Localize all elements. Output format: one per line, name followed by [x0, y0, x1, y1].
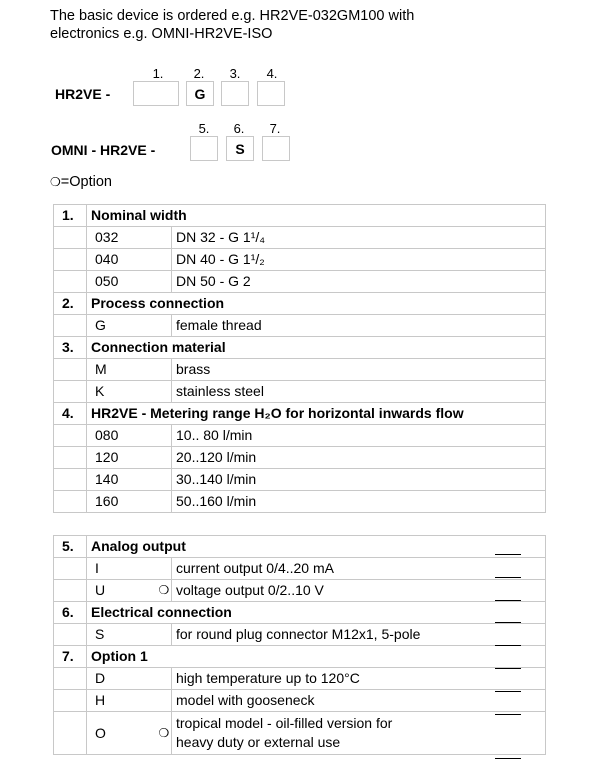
order-entry-line [495, 622, 521, 623]
row-description: 10.. 80 l/min [172, 425, 546, 447]
position-number: 3. [229, 66, 241, 81]
row-description: high temperature up to 120°C [172, 668, 546, 690]
row-code: O [87, 712, 159, 755]
order-entry-line [495, 645, 521, 646]
blank-cell [54, 447, 87, 469]
row-code: D [87, 668, 159, 690]
table-section-header [54, 403, 546, 425]
row-description: DN 32 - G 1¹/₄ [172, 227, 546, 249]
option-circle-icon [159, 249, 172, 271]
section-number: 6. [54, 602, 87, 624]
row-description: model with gooseneck [172, 690, 546, 712]
intro-line-1: The basic device is ordered e.g. HR2VE-032GM100 with [50, 8, 415, 24]
section-title: Electrical connection [87, 602, 546, 624]
table-row [54, 668, 546, 690]
row-code: 080 [87, 425, 159, 447]
section-title: Analog output [87, 536, 546, 558]
option-circle-icon [159, 668, 172, 690]
order-entry-line [495, 577, 521, 578]
section-title: Nominal width [87, 205, 546, 227]
blank-cell [54, 381, 87, 403]
table-section-header [54, 293, 546, 315]
table-row [54, 359, 546, 381]
option-circle-icon [159, 558, 172, 580]
row-code: G [87, 315, 159, 337]
section-title: Process connection [87, 293, 546, 315]
option-circle-icon [159, 315, 172, 337]
order-entry-line [495, 668, 521, 669]
row-description: 30..140 l/min [172, 469, 546, 491]
section-number: 4. [54, 403, 87, 425]
row-code: 140 [87, 469, 159, 491]
position-number: 4. [266, 66, 278, 81]
option-legend [50, 174, 112, 190]
row-description: female thread [172, 315, 546, 337]
row-description: DN 50 - G 2 [172, 271, 546, 293]
option-circle-icon: ❍ [159, 712, 172, 755]
intro-text [50, 7, 414, 43]
order-entry-line [495, 600, 521, 601]
table-section-header [54, 337, 546, 359]
blank-cell [54, 580, 87, 602]
row-description: brass [172, 359, 546, 381]
table-section-header [54, 646, 546, 668]
row-code: 120 [87, 447, 159, 469]
code-box-2: G [186, 81, 214, 106]
row-description: voltage output 0/2..10 V [172, 580, 546, 602]
row-description: 20..120 l/min [172, 447, 546, 469]
row-description: for round plug connector M12x1, 5-pole [172, 624, 546, 646]
table-section-header [54, 536, 546, 558]
row-code: 050 [87, 271, 159, 293]
code-label-hr2ve: HR2VE - [55, 86, 111, 102]
row-code: 040 [87, 249, 159, 271]
option-circle-icon [159, 271, 172, 293]
order-entry-line [495, 691, 521, 692]
row-code: K [87, 381, 159, 403]
row-code: 160 [87, 491, 159, 513]
option-circle-icon [159, 624, 172, 646]
option-circle-icon [159, 447, 172, 469]
row-code: S [87, 624, 159, 646]
order-entry-line [495, 714, 521, 715]
position-number: 1. [152, 66, 164, 81]
blank-cell [54, 315, 87, 337]
option-circle-icon [159, 469, 172, 491]
table-row [54, 624, 546, 646]
table-row [54, 712, 546, 755]
table-row [54, 425, 546, 447]
option-circle-icon [159, 359, 172, 381]
blank-cell [54, 624, 87, 646]
section-number: 7. [54, 646, 87, 668]
position-number: 7. [269, 121, 281, 136]
row-description [172, 712, 546, 755]
row-code: H [87, 690, 159, 712]
section-number: 1. [54, 205, 87, 227]
table-row [54, 227, 546, 249]
row-description: stainless steel [172, 381, 546, 403]
table-section-header [54, 205, 546, 227]
row-code: U [87, 580, 159, 602]
table-row [54, 580, 546, 602]
code-box-7 [262, 136, 290, 161]
option-legend-text: =Option [60, 174, 112, 190]
row-code: 032 [87, 227, 159, 249]
section-title: HR2VE - Metering range H₂O for horizontal inwards flow [87, 403, 546, 425]
section-number: 5. [54, 536, 87, 558]
position-number: 5. [198, 121, 210, 136]
order-entry-line [495, 758, 521, 759]
row-description-line-1: tropical model - oil-filled version for [176, 715, 393, 731]
table-row [54, 271, 546, 293]
option-circle-icon [159, 227, 172, 249]
option-circle-icon [159, 425, 172, 447]
row-code: M [87, 359, 159, 381]
blank-cell [54, 469, 87, 491]
section-title: Option 1 [87, 646, 546, 668]
blank-cell [54, 690, 87, 712]
blank-cell [54, 712, 87, 755]
spec-table-2 [53, 535, 546, 755]
option-circle-icon [159, 381, 172, 403]
option-circle-icon [159, 690, 172, 712]
code-box-4 [257, 81, 285, 106]
table-row [54, 249, 546, 271]
blank-cell [54, 249, 87, 271]
table-row [54, 558, 546, 580]
section-title: Connection material [87, 337, 546, 359]
intro-line-2: electronics e.g. OMNI-HR2VE-ISO [50, 26, 273, 42]
table-row [54, 381, 546, 403]
order-entry-line [495, 554, 521, 555]
spec-table-1 [53, 204, 546, 513]
blank-cell [54, 227, 87, 249]
table-section-header [54, 602, 546, 624]
blank-cell [54, 359, 87, 381]
code-box-5 [190, 136, 218, 161]
blank-cell [54, 271, 87, 293]
table-row [54, 315, 546, 337]
row-description: 50..160 l/min [172, 491, 546, 513]
table-row [54, 469, 546, 491]
code-box-1 [133, 81, 179, 106]
blank-cell [54, 425, 87, 447]
code-box-6: S [226, 136, 254, 161]
code-label-omni: OMNI - HR2VE - [51, 142, 156, 158]
position-number: 2. [193, 66, 205, 81]
option-circle-icon: ❍ [159, 580, 172, 602]
table-row [54, 447, 546, 469]
option-circle-icon: ❍ [50, 175, 61, 189]
row-description-line-2: heavy duty or external use [176, 734, 341, 750]
option-circle-icon [159, 491, 172, 513]
table-row [54, 491, 546, 513]
blank-cell [54, 668, 87, 690]
position-number: 6. [233, 121, 245, 136]
row-description: DN 40 - G 1¹/₂ [172, 249, 546, 271]
table-row [54, 690, 546, 712]
section-number: 3. [54, 337, 87, 359]
blank-cell [54, 491, 87, 513]
row-description: current output 0/4..20 mA [172, 558, 546, 580]
section-number: 2. [54, 293, 87, 315]
code-box-3 [221, 81, 249, 106]
row-code: I [87, 558, 159, 580]
blank-cell [54, 558, 87, 580]
